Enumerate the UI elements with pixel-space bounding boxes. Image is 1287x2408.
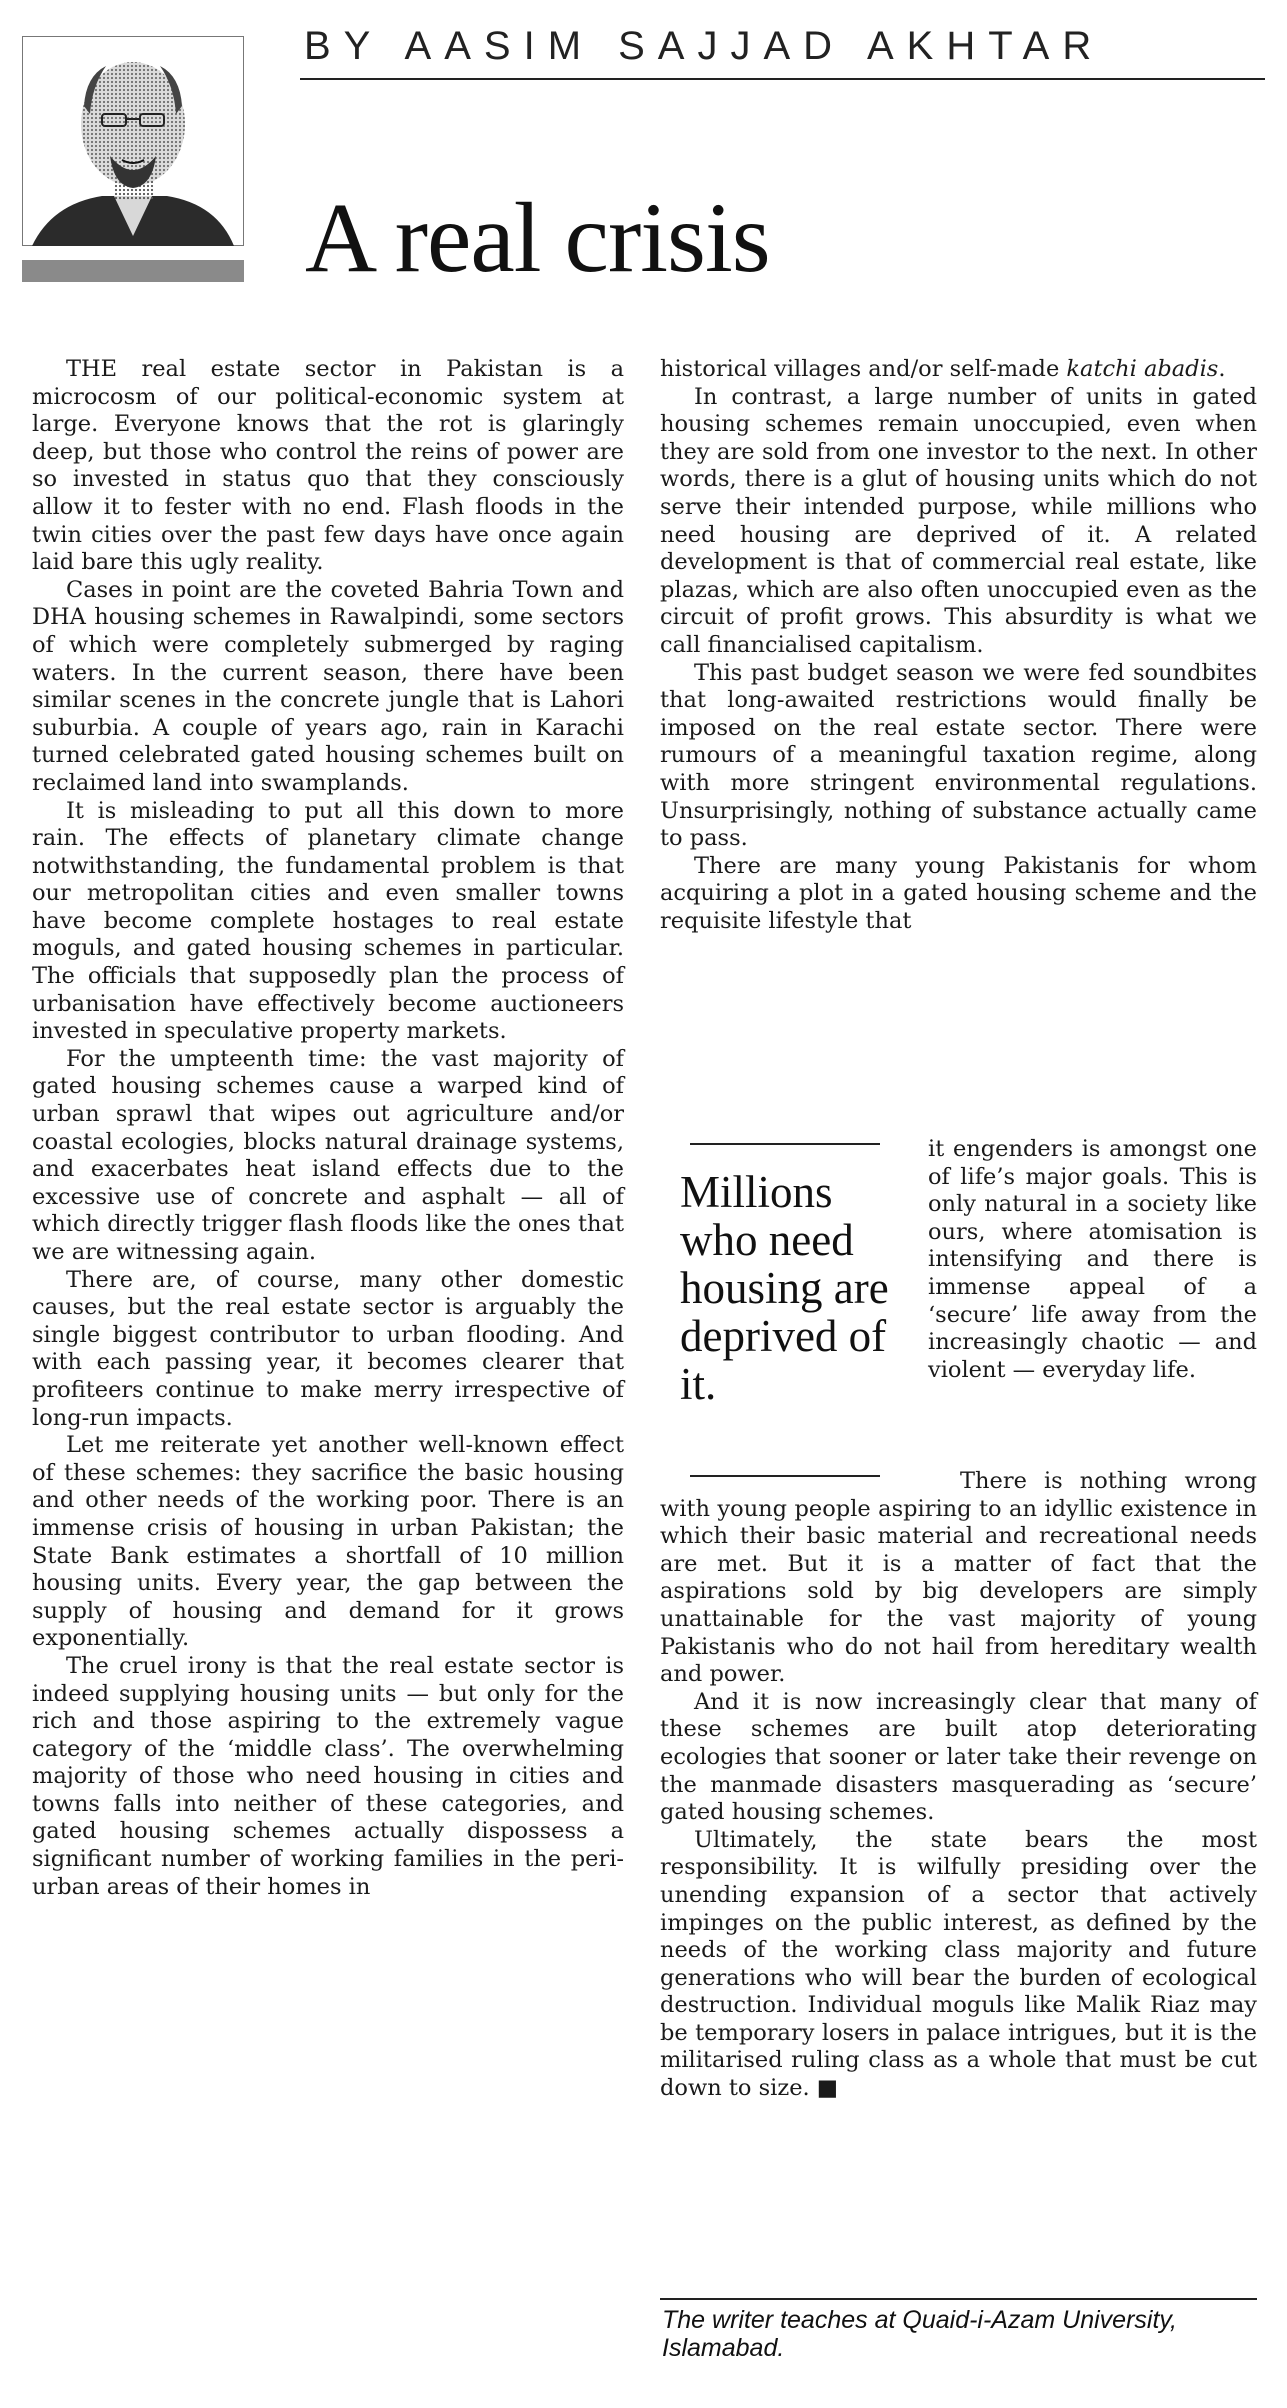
byline: BY AASIM SAJJAD AKHTAR	[304, 24, 1105, 68]
paragraph-continued: historical villages and/or self-made katchi abadis.	[660, 356, 1226, 382]
article-column-2-wrap	[928, 1136, 1257, 1384]
article-column-2-bottom	[660, 1468, 1257, 2103]
headline: A real crisis	[305, 182, 770, 293]
article-column-2	[660, 356, 1257, 935]
byline-rule	[300, 78, 1265, 80]
pullquote-rule-top	[690, 1143, 880, 1145]
paragraph-continued: it engenders is amongst one of life’s major goals. This is only natural in a society like ours, where atomisation is intensifying and there is immense appeal of a ‘secure’ life away from the increasingly chaotic — and violent — everyday life.	[928, 1136, 1257, 1383]
paragraph: And it is now increasingly clear that many of these schemes are built atop deteriorating ecologies that sooner or later take their revenge on the manmade disasters masquerading as ‘secure’ gated housing schemes.	[660, 1688, 1257, 1826]
paragraph: In contrast, a large number of units in gated housing schemes remain unoccupied, even when they are sold from one investor to the next. In other words, there is a glut of housing units which do not serve their intended purpose, while millions who need housing are deprived of it. A related development is that of commercial real estate, like plazas, which are also often unoccupied even as the circuit of profit grows. This absurdity is what we call financialised capitalism.	[660, 383, 1257, 658]
paragraph: For the umpteenth time: the vast majority of gated housing schemes cause a warped kind of urban sprawl that wipes out agriculture and/or coastal ecologies, blocks natural drainage systems, and exacerbates heat island effects due to the excessive use of concrete and asphalt — all of which directly trigger flash floods like the ones that we are witnessing again.	[32, 1045, 624, 1265]
paragraph: THE real estate sector in Pakistan is a microcosm of our political-economic system at large. Everyone knows that the rot is glaringly deep, but those who control the reins of power are so invested in status quo that they consciously allow it to fester with no end. Flash floods in the twin cities over the past few days have once again laid bare this ugly reality.	[32, 356, 624, 576]
paragraph: There are many young Pakistanis for whom acquiring a plot in a gated housing scheme and the requisite lifestyle that	[660, 852, 1257, 934]
author-note: The writer teaches at Quaid-i-Azam University, Islamabad.	[662, 2306, 1177, 2362]
paragraph: Cases in point are the coveted Bahria Town and DHA housing schemes in Rawalpindi, some sectors of which were completely submerged by raging waters. In the current season, there have been similar scenes in the concrete jungle that is Lahori suburbia. A couple of years ago, rain in Karachi turned celebrated gated housing schemes built on reclaimed land into swamplands.	[32, 576, 624, 796]
italic-term: katchi abadis	[1066, 356, 1219, 382]
paragraph: Let me reiterate yet another well-known effect of these schemes: they sacrifice the basic housing and other needs of the working poor. There is an immense crisis of housing in urban Pakistan; the State Bank estimates a shortfall of 10 million housing units. Every year, the gap between the supply of housing and demand for it grows exponentially.	[32, 1432, 624, 1652]
paragraph: There are, of course, many other domestic causes, but the real estate sector is arguably the single biggest contributor to urban flooding. And with each passing year, it becomes clearer that profiteers continue to make merry irrespective of long-run impacts.	[32, 1266, 624, 1431]
paragraph: There is nothing wrong with young people aspiring to an idyllic existence in which their basic material and recreational needs are met. But it is a matter of fact that the aspirations sold by big developers are simply unattainable for the vast majority of young Pakistanis who do not hail from hereditary wealth and power.	[660, 1468, 1257, 1688]
pullquote: Millions who need housing are deprived of it.	[680, 1167, 889, 1409]
paragraph: The cruel irony is that the real estate sector is indeed supplying housing units — but only for the rich and those aspiring to the extremely vague category of the ‘middle class’. The overwhelming majority of those who need housing in cities and towns falls into neither of these categories, and gated housing schemes actually dispossess a significant number of working families in the peri-urban areas of their homes in	[32, 1652, 624, 1900]
author-portrait-image	[22, 36, 244, 246]
continued-text: historical villages and/or self-made	[660, 356, 1060, 382]
paragraph: It is misleading to put all this down to more rain. The effects of planetary climate change notwithstanding, the fundamental problem is that our metropolitan cities and even smaller towns have become complete hostages to real estate moguls, and gated housing schemes in particular. The officials that supposedly plan the process of urbanisation have effectively become auctioneers invested in speculative property markets.	[32, 797, 624, 1045]
paragraph: Ultimately, the state bears the most responsibility. It is wilfully presiding over the unending expansion of a sector that actively impinges on the public interest, as defined by the needs of the working class majority and future generations who will bear the burden of ecological destruction. Individual moguls like Malik Riaz may be temporary losers in palace intrigues, but it is the militarised ruling class as a whole that must be cut down to size. ■	[660, 1826, 1257, 2102]
footer-rule	[660, 2298, 1257, 2300]
article-column-1	[32, 356, 624, 1901]
paragraph: This past budget season we were fed soundbites that long-awaited restrictions would finally be imposed on the real estate sector. There were rumours of a meaningful taxation regime, along with more stringent environmental regulations. Unsurprisingly, nothing of substance actually came to pass.	[660, 659, 1257, 852]
portrait-bar	[22, 260, 244, 282]
author-portrait	[22, 36, 244, 246]
